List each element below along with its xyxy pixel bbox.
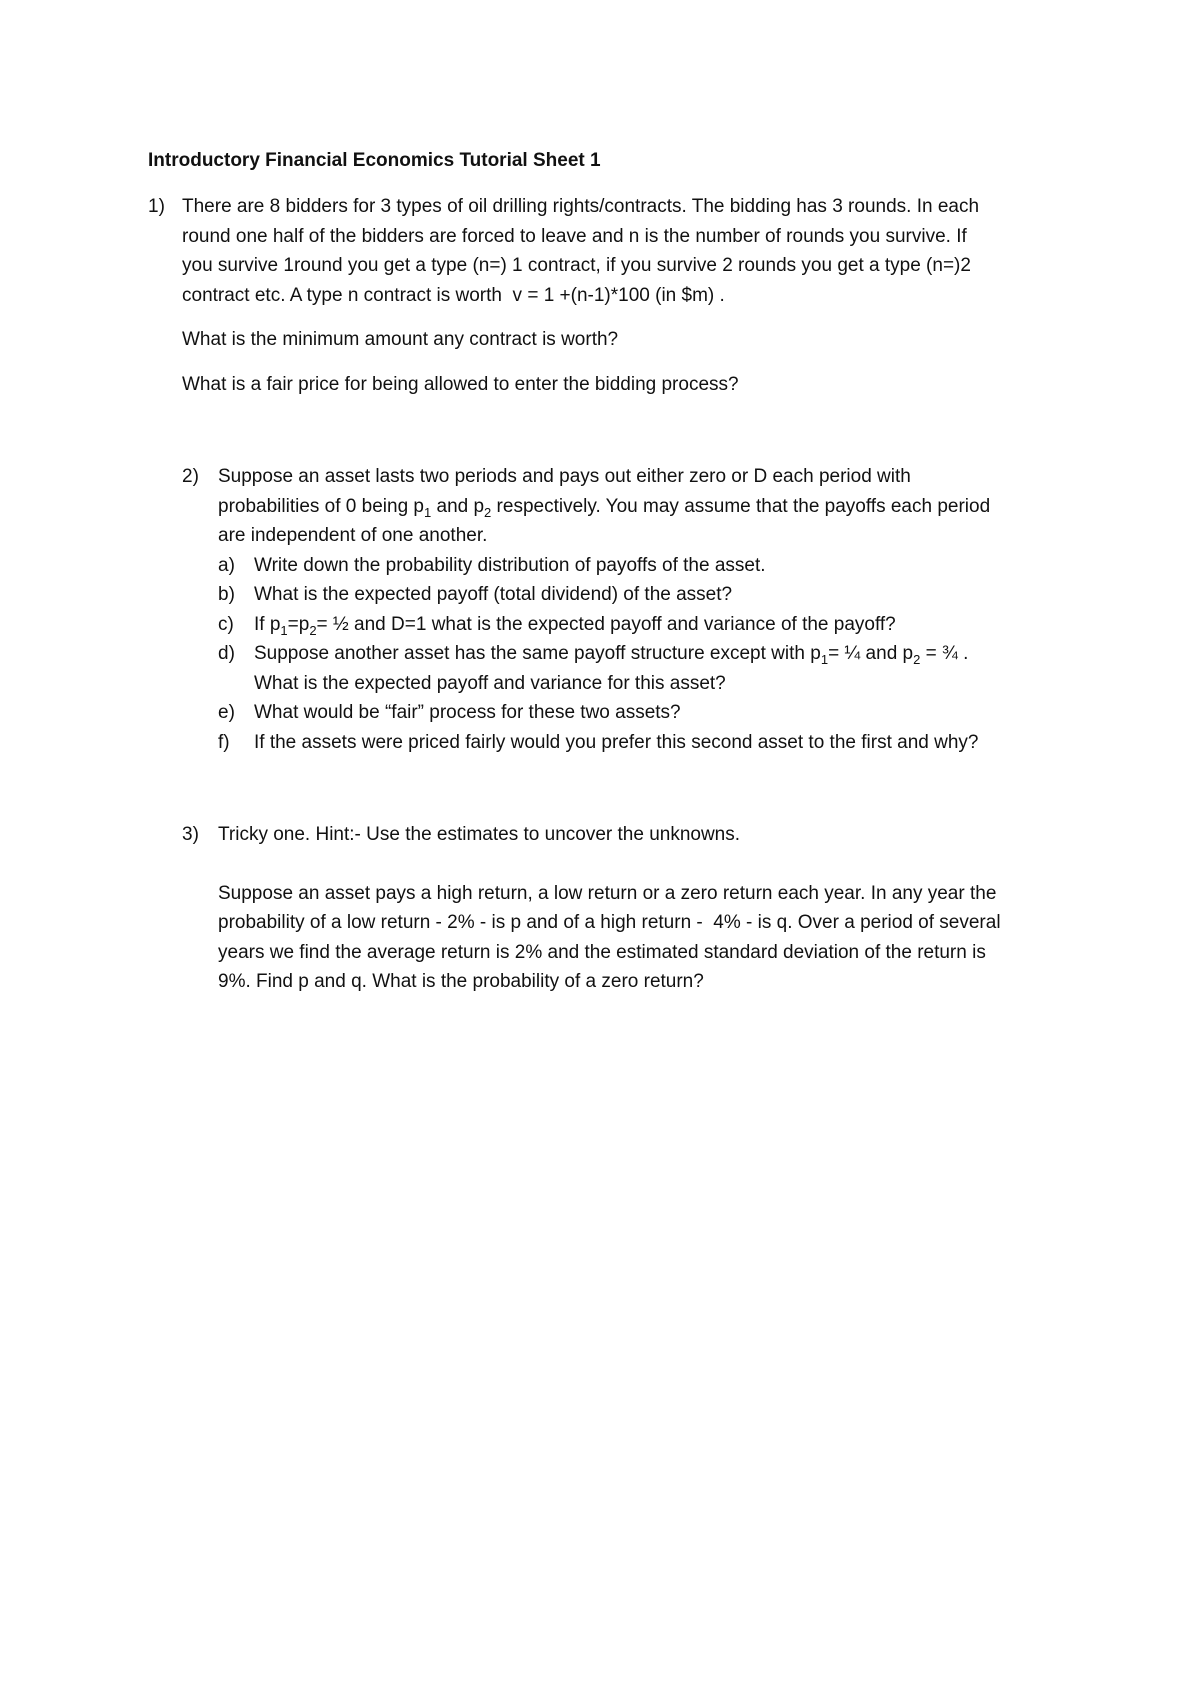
question-2-line bbox=[218, 492, 1082, 522]
subquestion-letter: e) bbox=[218, 702, 235, 723]
text-run: = ¼ and p bbox=[828, 643, 914, 664]
question-1-body bbox=[182, 192, 1068, 399]
text-run: = ¾ . bbox=[920, 643, 969, 664]
subquestion-item bbox=[218, 639, 1082, 698]
text-run: Suppose another asset has the same payoff structure except with p bbox=[254, 643, 821, 664]
question-number: 3) bbox=[182, 824, 199, 845]
question-3-hint: Tricky one. Hint:- Use the estimates to uncover the unknowns. bbox=[218, 824, 741, 845]
subscript: 2 bbox=[913, 651, 921, 667]
question-1-subquestion: What is the minimum amount any contract is worth? bbox=[182, 329, 619, 350]
subscript: 2 bbox=[484, 504, 492, 520]
question-3 bbox=[182, 820, 1082, 997]
subscript: 1 bbox=[423, 504, 432, 520]
text-run: If p bbox=[254, 613, 281, 635]
question-3-line: probability of a low return - 2% - is p and of a high return - 4% - is q. Over a period of several bbox=[218, 912, 1001, 933]
question-3-line: years we find the average return is 2% and the estimated standard deviation of the return is bbox=[218, 941, 986, 963]
subquestion-text: What would be “fair” process for these two assets? bbox=[254, 702, 681, 723]
question-3-body bbox=[218, 820, 1082, 997]
subquestion-letter: a) bbox=[218, 554, 235, 576]
subquestion-list bbox=[218, 551, 1082, 758]
question-number: 2) bbox=[182, 466, 199, 487]
subquestion-item bbox=[218, 580, 1082, 610]
text-run: probabilities of 0 being p bbox=[218, 495, 424, 517]
question-2-body bbox=[218, 462, 1082, 757]
text-run: = ½ and D=1 what is the expected payoff and variance of the payoff? bbox=[316, 613, 896, 635]
subquestion-text: What is the expected payoff (total dividend) of the asset? bbox=[254, 584, 733, 605]
question-1-line: you survive 1round you get a type (n=) 1 contract, if you survive 2 rounds you get a type (n=)2 bbox=[182, 255, 971, 276]
subquestion-text: Write down the probability distribution of payoffs of the asset. bbox=[254, 554, 766, 576]
subquestion-text: If the assets were priced fairly would you prefer this second asset to the first and why? bbox=[254, 731, 979, 753]
subscript: 1 bbox=[820, 651, 829, 667]
question-number: 1) bbox=[148, 196, 165, 217]
question-1-line: There are 8 bidders for 3 types of oil drilling rights/contracts. The bidding has 3 rounds. In each bbox=[182, 196, 980, 217]
subscript: 2 bbox=[309, 622, 317, 638]
question-1-subquestion: What is a fair price for being allowed to enter the bidding process? bbox=[182, 373, 739, 395]
subscript: 1 bbox=[280, 622, 288, 638]
question-3-line: Suppose an asset pays a high return, a low return or a zero return each year. In any year the bbox=[218, 882, 997, 904]
question-1 bbox=[148, 192, 1068, 399]
subquestion-letter: b) bbox=[218, 584, 235, 605]
question-2-line: Suppose an asset lasts two periods and pays out either zero or D each period with bbox=[218, 466, 911, 487]
text-run: =p bbox=[287, 613, 310, 635]
text-run: and p bbox=[431, 495, 485, 517]
subquestion-item bbox=[218, 551, 1082, 581]
subquestion-item bbox=[218, 728, 1082, 758]
subquestion-letter: f) bbox=[218, 731, 230, 753]
question-2-line: are independent of one another. bbox=[218, 525, 488, 546]
question-1-line: round one half of the bidders are forced to leave and n is the number of rounds you survive. If bbox=[182, 225, 967, 247]
subquestion-letter: d) bbox=[218, 643, 235, 664]
question-1-line: contract etc. A type n contract is worth v = 1 +(n-1)*100 (in $m) . bbox=[182, 284, 725, 306]
question-3-paragraph bbox=[218, 879, 1082, 997]
subquestion-letter: c) bbox=[218, 613, 234, 635]
subquestion-item bbox=[218, 698, 1082, 728]
subquestion-item bbox=[218, 610, 1082, 640]
question-3-line: 9%. Find p and q. What is the probability of a zero return? bbox=[218, 971, 704, 992]
question-2 bbox=[182, 462, 1082, 757]
sheet-title: Introductory Financial Economics Tutorial Sheet 1 bbox=[148, 150, 601, 171]
text-run: What is the expected payoff and variance for this asset? bbox=[254, 672, 726, 694]
text-run: respectively. You may assume that the payoffs each period bbox=[491, 495, 991, 517]
